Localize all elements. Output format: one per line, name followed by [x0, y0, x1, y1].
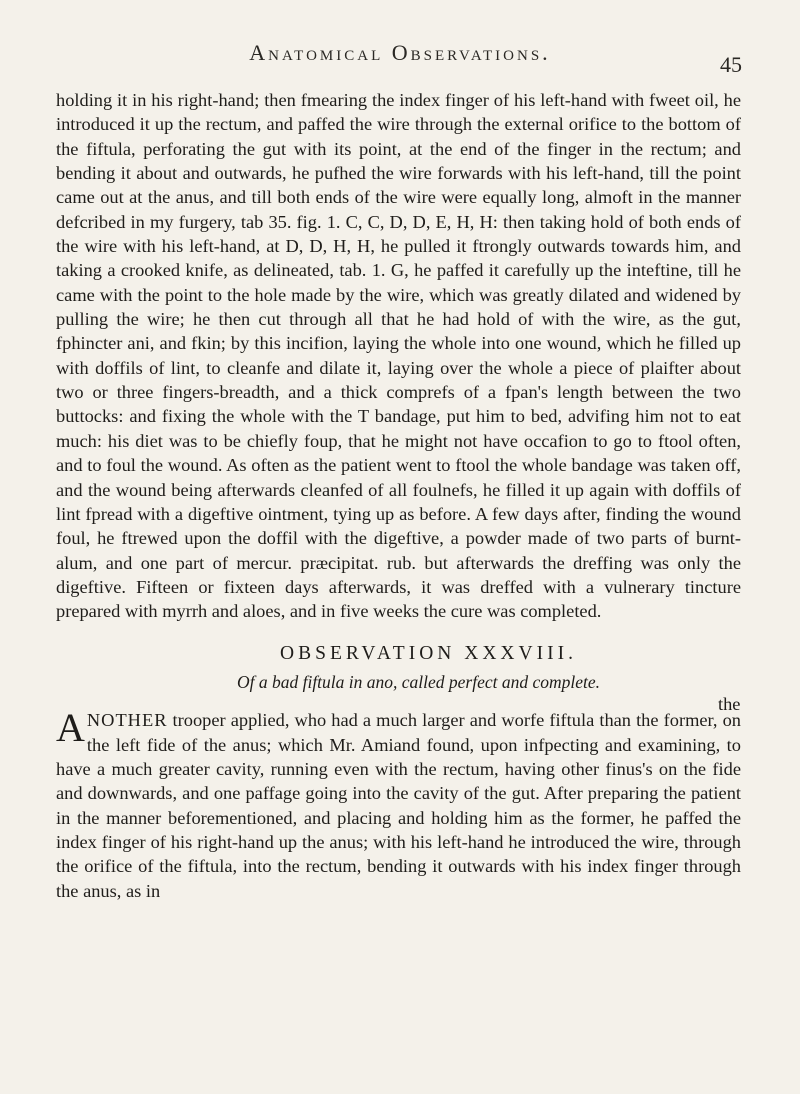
- running-head: Anatomical Observations.: [249, 40, 551, 65]
- observation-heading: OBSERVATION XXXVIII.: [280, 642, 577, 664]
- page-number: 45: [720, 52, 742, 77]
- drop-cap: A: [56, 705, 85, 751]
- body-text: [56, 88, 741, 903]
- lead-word: NOTHER: [86, 710, 168, 731]
- observation-paragraph: [56, 705, 741, 903]
- observation-subtitle: Of a bad fiftula in ano, called perfect and complete.: [236, 671, 601, 692]
- paragraph-text: trooper applied, who had a much larger and worfe fiftula than the former, on the left fide of the anus; which Mr. Amiand found, upon infpecting and examining, to have a much greater cavity, running even with the rectum, having other finus's on the fide and downwards, and one paffage going into the cavity of the gut. After preparing the patient in the manner beforementioned, and placing and holding him as the former, he paffed the index finger of his right-hand up the anus; with his left-hand he introduced the wire, through the orifice of the fiftula, into the rectum, bending it outwards with his index finger through the anus, as in: [56, 710, 741, 901]
- catchword: the: [718, 694, 741, 714]
- paragraph-continued: holding it in his right-hand; then fmearing the index finger of his left-hand with fweet oil, he introduced it up the rectum, and paffed the wire through the external orifice to the bottom of the fiftula, perforating the gut with its point, at the end of the finger in the rectum; and bending it about and outwards, he pufhed the wire forwards with his left-hand, till the point came out at the anus, and till both ends of the wire were equally long, almoft in the manner defcribed in my furgery, tab 35. fig. 1. C, C, D, D, E, H, H: then taking hold of both ends of the wire with his left-hand, at D, D, H, H, he pulled it ftrongly outwards towards him, and taking a crooked knife, as delineated, tab. 1. G, he paffed it carefully up the inteftine, till he came with the point to the hole made by the wire, which was greatly dilated and widened by pulling the wire; he then cut through all that he had hold of with the wire, as the gut, fphincter ani, and fkin; by this incifion, laying the whole into one wound, which he filled up with doffils of lint, to cleanfe and dilate it, laying over the whole a piece of plaifter about two or three fingers-breadth, and a thick comprefs of a fpan's length between the two buttocks: and fixing the whole with the T bandage, put him to bed, advifing him not to eat much: his diet was to be chiefly foup, that he might not have occafion to go to ftool often, and to foul the wound. As often as the patient went to ftool the whole bandage was taken off, and the wound being afterwards cleanfed of all foulnefs, he filled it up again with doffils of lint fpread with a digeftive ointment, tying up as before. A few days after, finding the wound foul, he ftrewed upon the doffil with the digeftive, a powder made of two parts of burnt-alum, and one part of mercur. præcipitat. rub. but afterwards the dreffing was only the digeftive. Fifteen or fixteen days afterwards, it was dreffed with a vulnerary tincture prepared with myrrh and aloes, and in five weeks the cure was completed.: [56, 90, 741, 622]
